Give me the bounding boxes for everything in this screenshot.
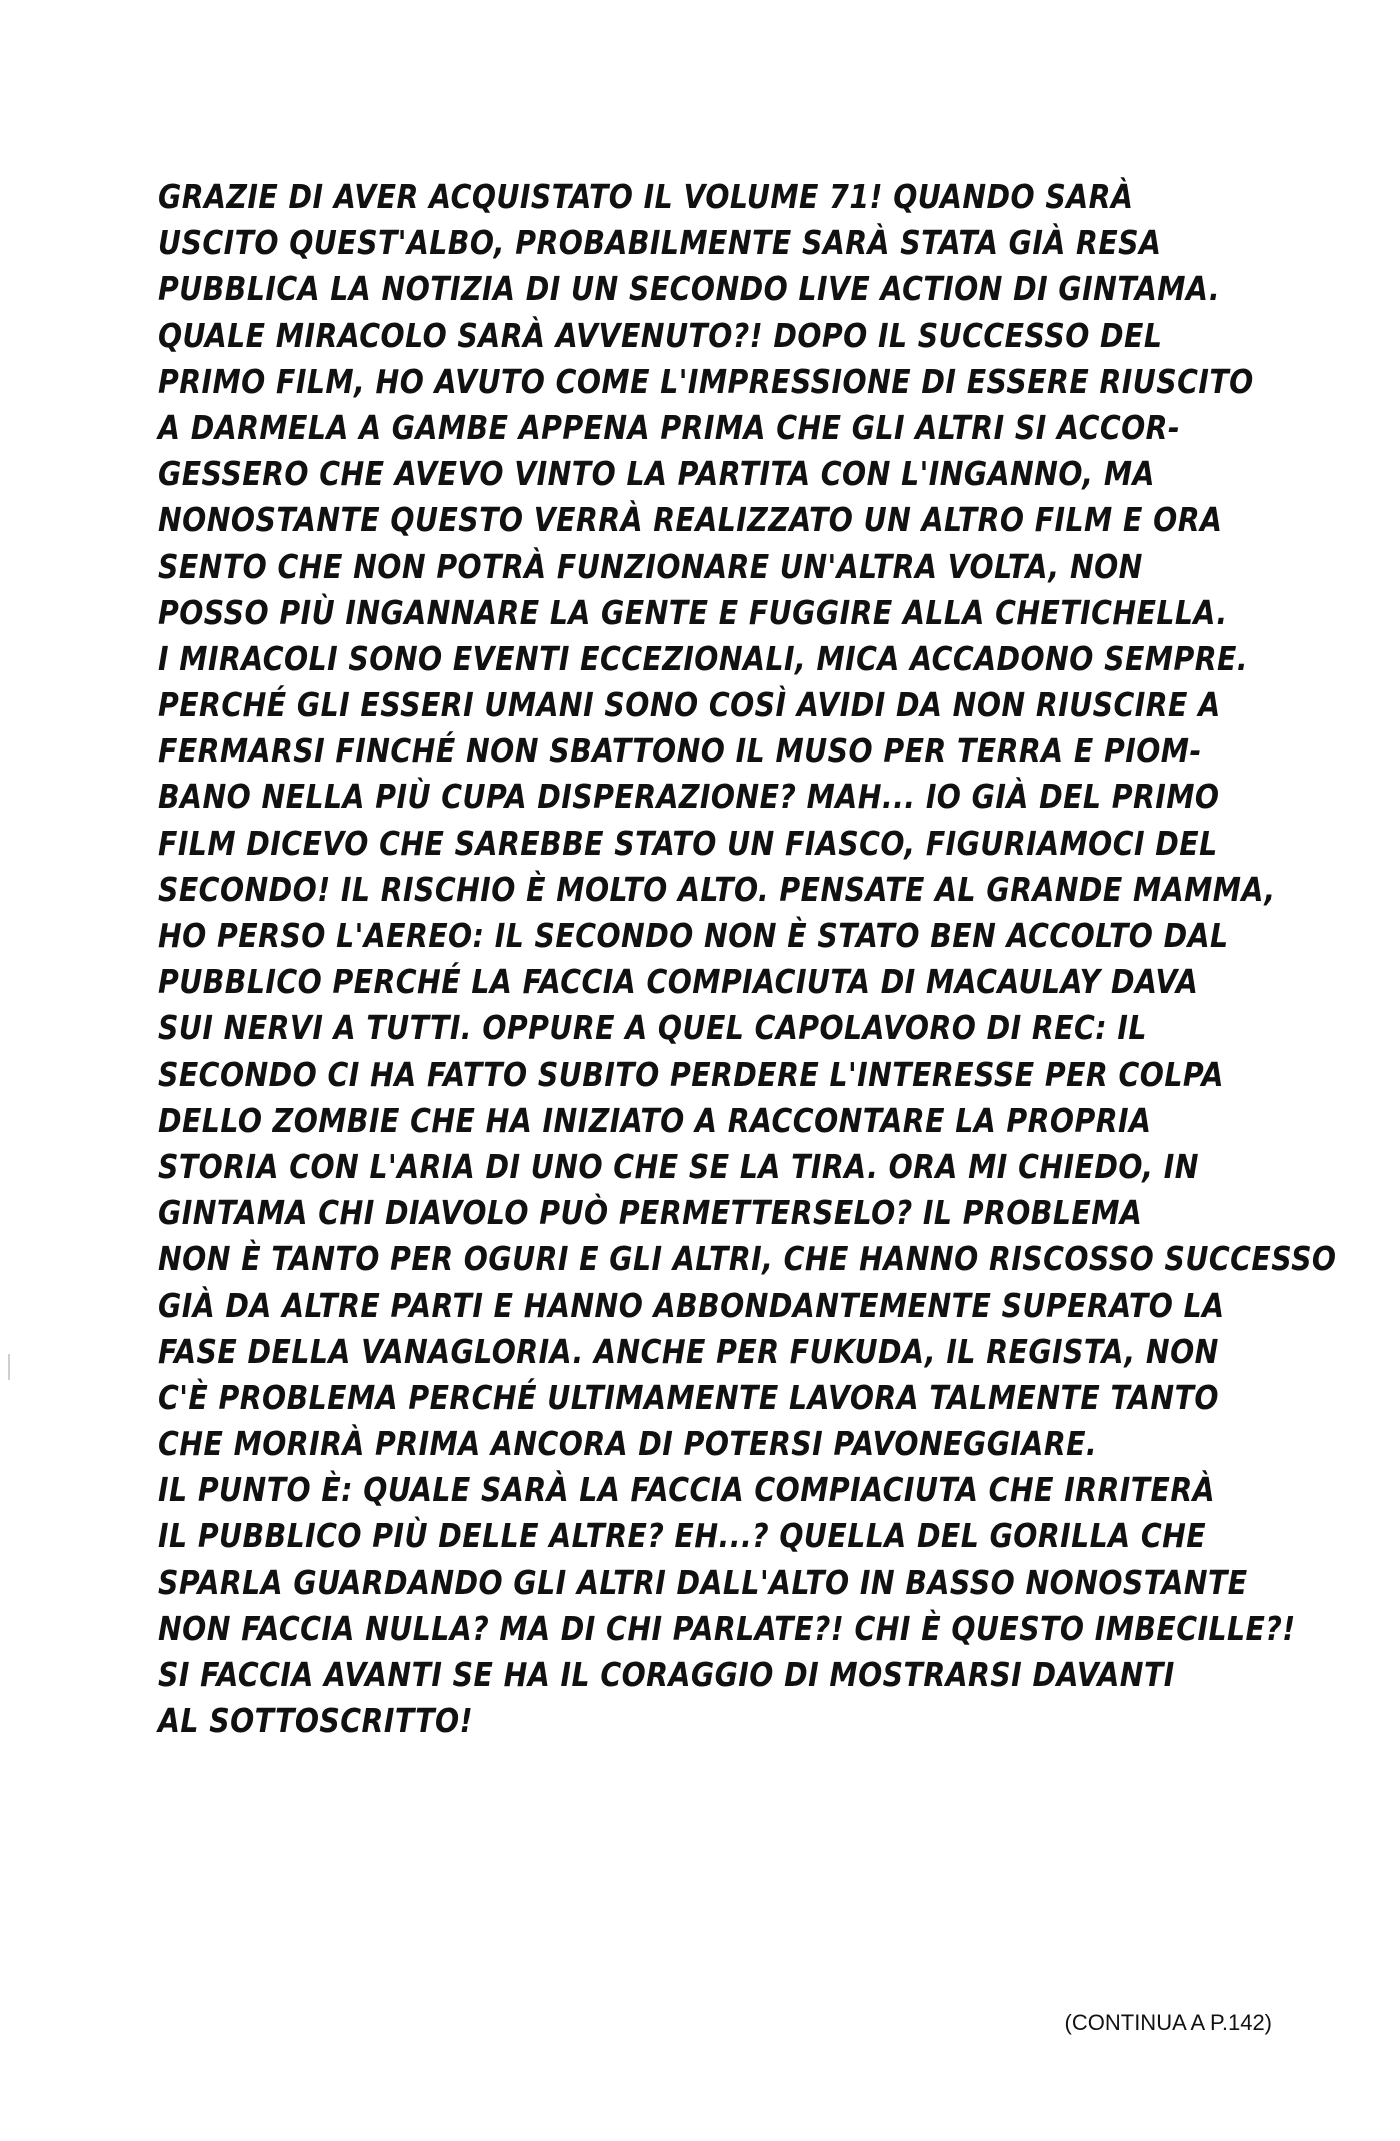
text-line: PERCHÉ GLI ESSERI UMANI SONO COSÌ AVIDI DA NON RIUSCIRE A bbox=[158, 685, 1221, 725]
text-line: BANO NELLA PIÙ CUPA DISPERAZIONE? MAH... IO GIÀ DEL PRIMO bbox=[158, 777, 1220, 817]
text-line: I MIRACOLI SONO EVENTI ECCEZIONALI, MICA ACCADONO SEMPRE. bbox=[158, 638, 1249, 678]
text-line: PUBBLICO PERCHÉ LA FACCIA COMPIACIUTA DI MACAULAY DAVA bbox=[158, 962, 1199, 1002]
text-line: GRAZIE DI AVER ACQUISTATO IL VOLUME 71! QUANDO SARÀ bbox=[158, 177, 1134, 216]
scan-edge-mark bbox=[8, 1354, 10, 1380]
text-line: FERMARSI FINCHÉ NON SBATTONO IL MUSO PER TERRA E PIOM- bbox=[158, 731, 1202, 771]
text-line: GINTAMA CHI DIAVOLO PUÒ PERMETTERSELO? IL PROBLEMA bbox=[158, 1193, 1143, 1233]
text-line: QUALE MIRACOLO SARÀ AVVENUTO?! DOPO IL SUCCESSO DEL bbox=[158, 315, 1163, 355]
text-line: NON FACCIA NULLA? MA DI CHI PARLATE?! CHI È QUESTO IMBECILLE?! bbox=[158, 1608, 1296, 1648]
text-line: STORIA CON L'ARIA DI UNO CHE SE LA TIRA. ORA MI CHIEDO, IN bbox=[158, 1146, 1199, 1186]
text-line: HO PERSO L'AEREO: IL SECONDO NON È STATO BEN ACCOLTO DAL bbox=[158, 916, 1229, 955]
text-line: POSSO PIÙ INGANNARE LA GENTE E FUGGIRE ALLA CHETICHELLA. bbox=[158, 592, 1228, 632]
text-line: SPARLA GUARDANDO GLI ALTRI DALL'ALTO IN BASSO NONOSTANTE bbox=[158, 1562, 1248, 1602]
text-line: IL PUBBLICO PIÙ DELLE ALTRE? EH...? QUELLA DEL GORILLA CHE bbox=[158, 1516, 1207, 1556]
text-line: GIÀ DA ALTRE PARTI E HANNO ABBONDANTEMENTE SUPERATO LA bbox=[158, 1285, 1225, 1325]
text-line: SENTO CHE NON POTRÀ FUNZIONARE UN'ALTRA VOLTA, NON bbox=[158, 546, 1143, 586]
text-line: USCITO QUEST'ALBO, PROBABILMENTE SARÀ STATA GIÀ RESA bbox=[158, 223, 1162, 263]
text-line: SECONDO! IL RISCHIO È MOLTO ALTO. PENSATE AL GRANDE MAMMA, bbox=[158, 869, 1276, 909]
text-line: SUI NERVI A TUTTI. OPPURE A QUEL CAPOLAVORO DI REC: IL bbox=[158, 1008, 1147, 1048]
text-line: C'È PROBLEMA PERCHÉ ULTIMAMENTE LAVORA TALMENTE TANTO bbox=[158, 1377, 1219, 1417]
text-line: GESSERO CHE AVEVO VINTO LA PARTITA CON L'INGANNO, MA bbox=[158, 454, 1155, 494]
text-line: PRIMO FILM, HO AVUTO COME L'IMPRESSIONE DI ESSERE RIUSCITO bbox=[158, 361, 1254, 401]
text-line: NON È TANTO PER OGURI E GLI ALTRI, CHE HANNO RISCOSSO SUCCESSO bbox=[158, 1239, 1337, 1279]
text-line: AL SOTTOSCRITTO! bbox=[158, 1701, 473, 1741]
text-line: A DARMELA A GAMBE APPENA PRIMA CHE GLI ALTRI SI ACCOR- bbox=[158, 407, 1181, 447]
author-note-text bbox=[158, 174, 1337, 1744]
text-line: FILM DICEVO CHE SAREBBE STATO UN FIASCO, FIGURIAMOCI DEL bbox=[158, 823, 1218, 863]
text-line: PUBBLICA LA NOTIZIA DI UN SECONDO LIVE ACTION DI GINTAMA. bbox=[158, 269, 1221, 309]
text-line: SECONDO CI HA FATTO SUBITO PERDERE L'INTERESSE PER COLPA bbox=[158, 1054, 1224, 1094]
text-line: SI FACCIA AVANTI SE HA IL CORAGGIO DI MOSTRARSI DAVANTI bbox=[158, 1655, 1175, 1694]
text-line: FASE DELLA VANAGLORIA. ANCHE PER FUKUDA, IL REGISTA, NON bbox=[158, 1331, 1219, 1371]
text-line: NONOSTANTE QUESTO VERRÀ REALIZZATO UN ALTRO FILM E ORA bbox=[158, 500, 1223, 540]
text-line: CHE MORIRÀ PRIMA ANCORA DI POTERSI PAVONEGGIARE. bbox=[158, 1424, 1098, 1464]
continued-page-note: (CONTINUA A P.142) bbox=[1064, 2010, 1272, 2035]
text-line: DELLO ZOMBIE CHE HA INIZIATO A RACCONTARE LA PROPRIA bbox=[158, 1100, 1152, 1140]
text-line: IL PUNTO È: QUALE SARÀ LA FACCIA COMPIACIUTA CHE IRRITERÀ bbox=[158, 1470, 1216, 1510]
